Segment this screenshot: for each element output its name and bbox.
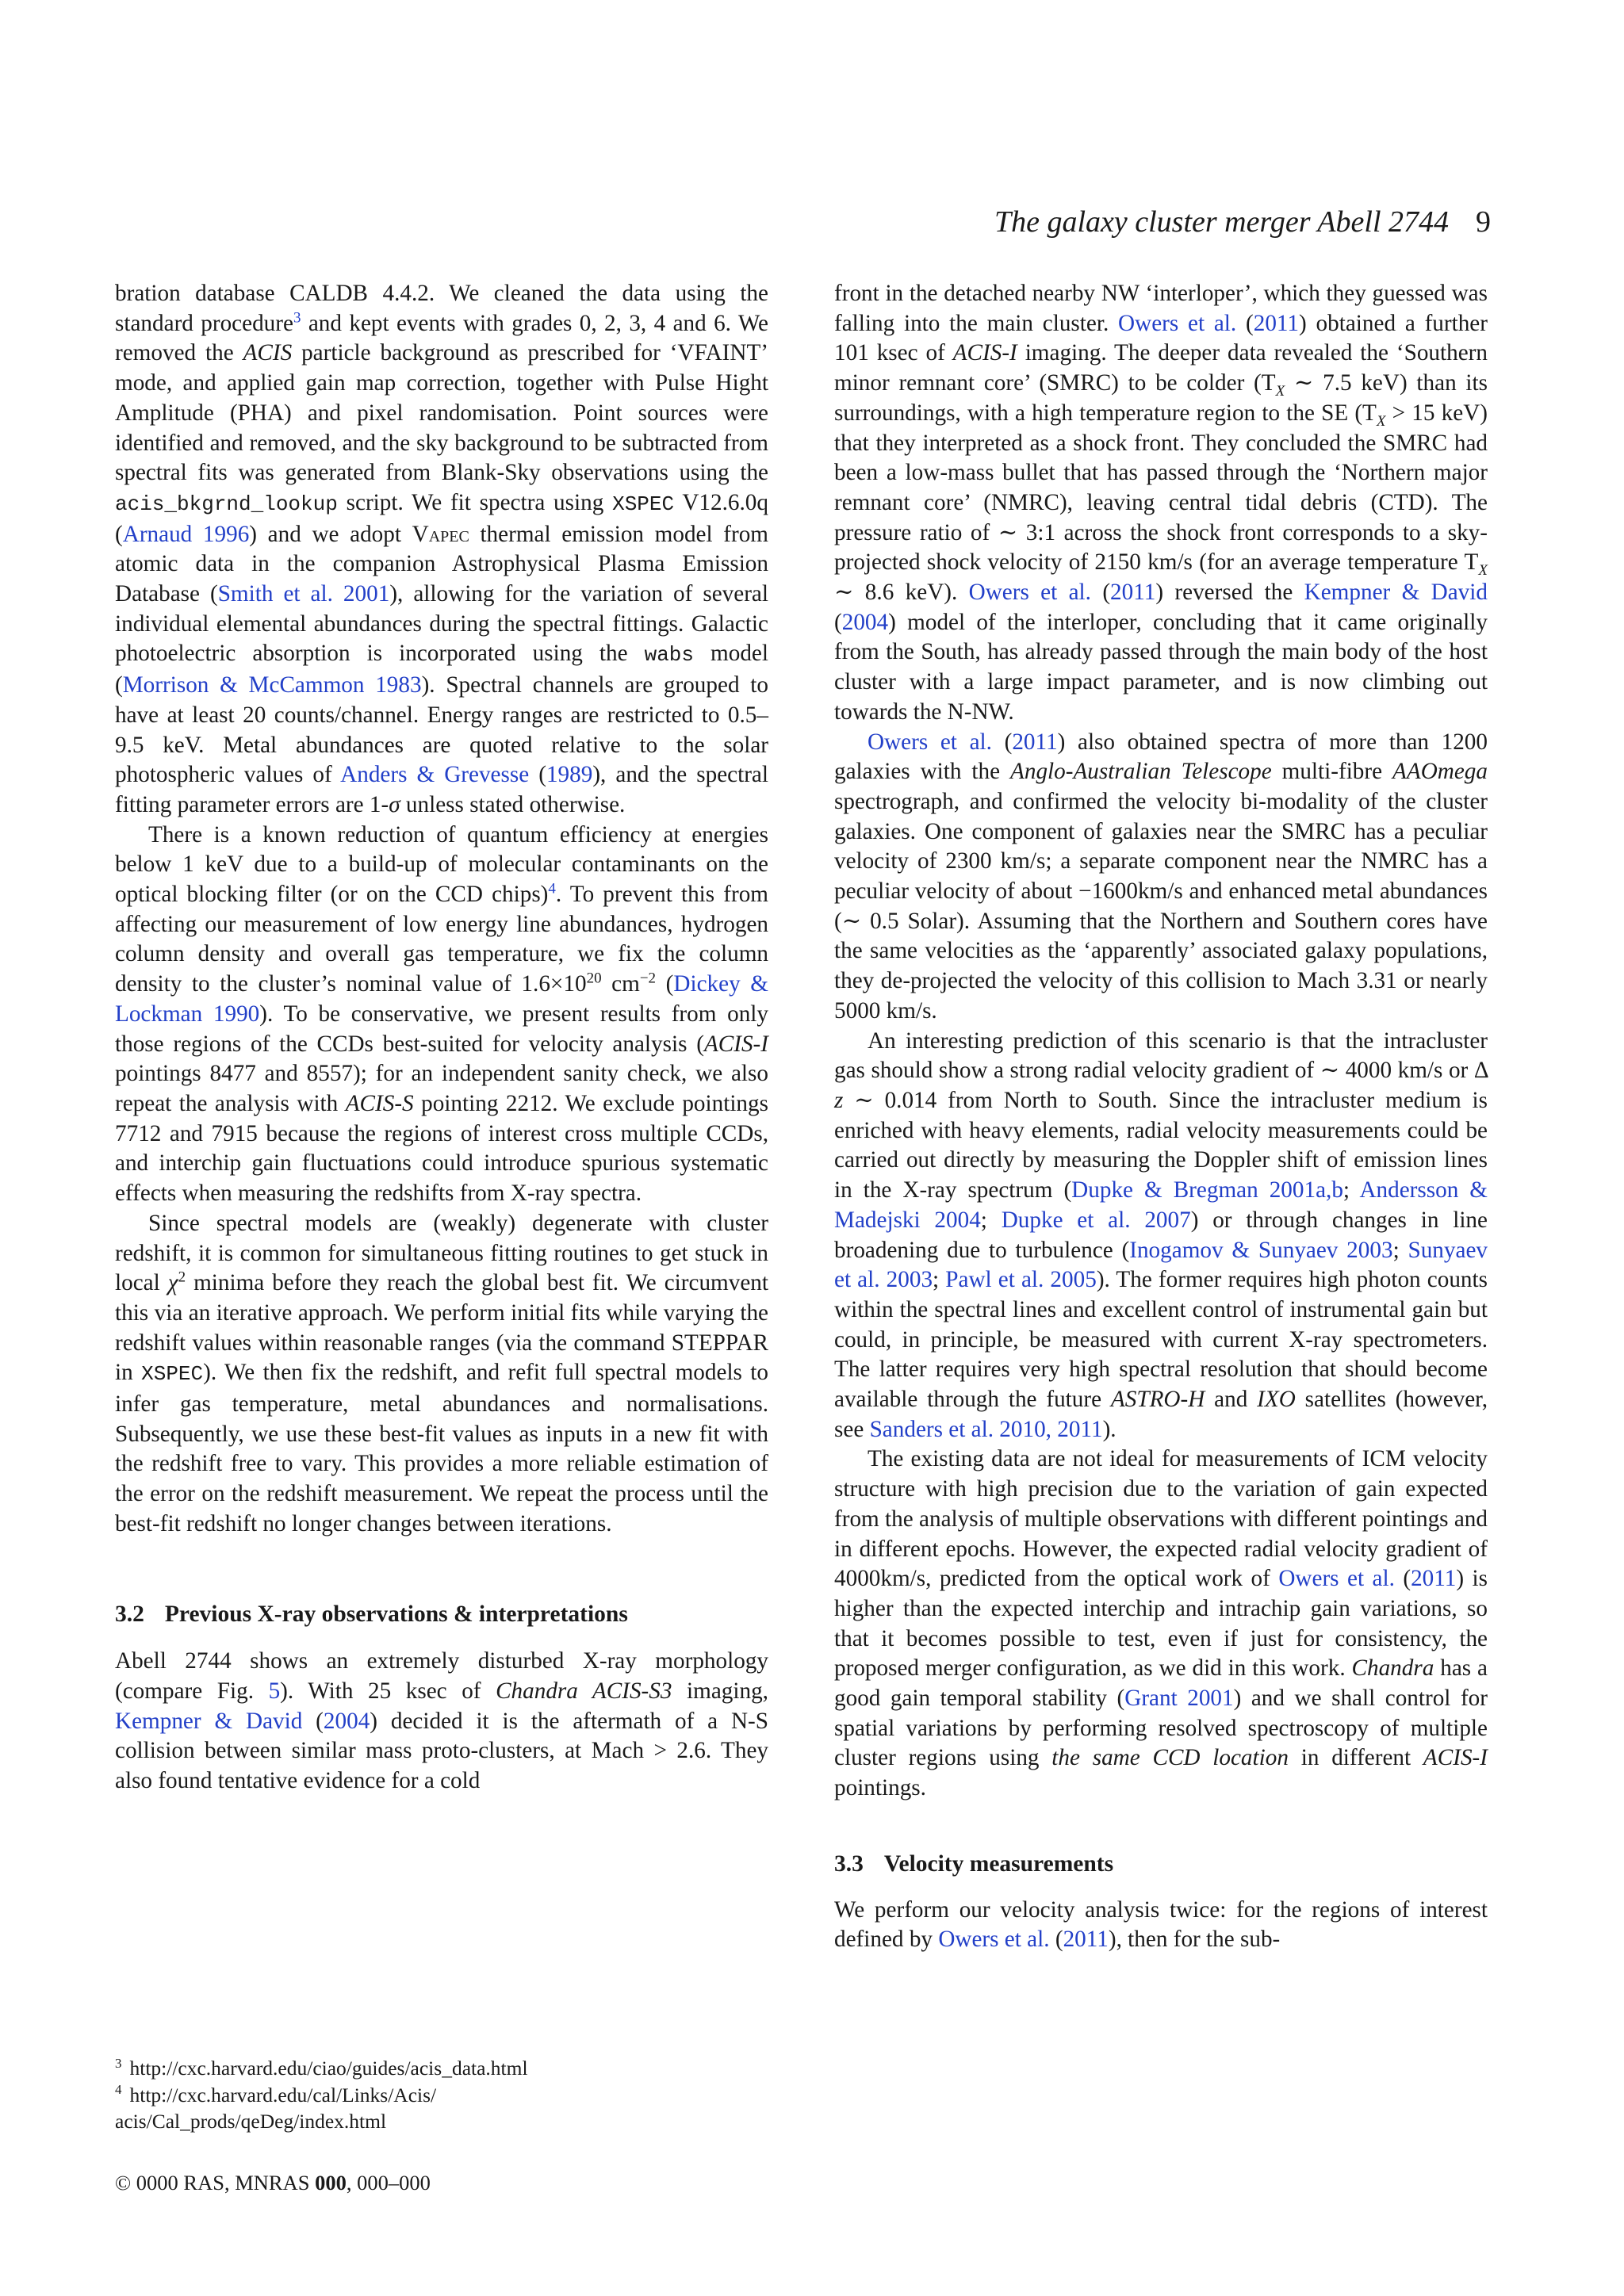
citation-link[interactable]: Owers et al. (938, 1927, 1050, 1953)
citation-link[interactable]: 2011 (1110, 580, 1156, 606)
footnote-url[interactable]: http://cxc.harvard.edu/ciao/guides/acis_data.html (129, 2057, 528, 2080)
citation-link[interactable]: 2011 (1253, 310, 1300, 336)
footnote: $^4$ http://cxc.harvard.edu/cal/Links/Acis/ (115, 2082, 437, 2107)
right-column (834, 279, 1488, 1955)
citation-link[interactable]: Owers et al. (868, 729, 992, 755)
citation-link[interactable]: Kempner & David (115, 1708, 303, 1734)
citation-link[interactable]: Arnaud 1996 (122, 521, 250, 547)
citation-link[interactable]: Kempner & David (1304, 580, 1488, 606)
footnote-continuation[interactable]: acis/Cal_prods/qeDeg/index.html (115, 2110, 387, 2133)
section-heading: 3.3 Velocity measurements (834, 1850, 1114, 1877)
footnote-ref[interactable]: 4 (548, 880, 556, 897)
paragraph: Abell 2744 shows an extremely disturbed X-ray morphology (compare Fig. 5). With 25 ksec of Chandra ACIS-S3 imaging, Kempner & David (2004) decided it is the aftermath of a N-S collision between similar mass proto-clusters, at Mach > 2.6. They also found tentative evidence for a cold (115, 1648, 768, 1794)
paragraph: front in the detached nearby NW ‘interloper’, which they guessed was falling into the main cluster. Owers et al. (2011) obtained a further 101 ksec of ACIS-I imaging. The deeper data revealed the ‘Southern minor remnant core’ (SMRC) to be colder ($T_X$ ∼ 7.5 keV) than its surroundings, with a high temperature region to the SE ($T_X > 15$ keV) that they interpreted as a shock front. They concluded the SMRC had been a low-mass bullet that has passed through the ‘Northern major remnant core’ (NMRC), leaving central tidal debris (CTD). The pressure ratio of ∼ 3:1 across the shock front corresponds to a sky-projected shock velocity of 2150 km/s (for an average temperature $T_X$ ∼ 8.6 keV). Owers et al. (2011) reversed the Kempner & David (2004) model of the interloper, concluding that it came originally from the South, has already passed through the main body of the host cluster with a large impact parameter, and is now climbing out towards the N-NW. (834, 281, 1488, 725)
paragraph: The existing data are not ideal for measurements of ICM velocity structure with high precision due to the variation of gain expected from the analysis of multiple observations with different pointings and in different epochs. However, the expected radial velocity gradient of 4000km/s, predicted from the optical work of Owers et al. (2011) is higher than the expected interchip and intrachip gain variations, so that it becomes possible to test, even if just for consistency, the proposed merger configuration, as we did in this work. Chandra has a good gain temporal stability (Grant 2001) and we shall control for spatial variations by performing resolved spectroscopy of multiple cluster regions using the same CCD location in different ACIS-I pointings. (834, 1446, 1488, 1801)
citation-link[interactable]: 1989 (546, 762, 593, 788)
citation-link[interactable]: Sunyaev et al. 2003 (834, 1237, 1488, 1293)
citation-link[interactable]: Owers et al. (1118, 310, 1237, 336)
running-title: The galaxy cluster merger Abell 2744 (994, 205, 1449, 239)
citation-link[interactable]: 2011 (1063, 1927, 1109, 1953)
citation-link[interactable]: Andersson & Madejski 2004 (834, 1177, 1488, 1233)
citation-link[interactable]: 2004 (323, 1708, 370, 1734)
paragraph: We perform our velocity analysis twice: for the regions of interest defined by Owers et al. (2011), then for the sub- (834, 1896, 1488, 1953)
footnote: $^3$ http://cxc.harvard.edu/ciao/guides/acis_data.html (115, 2055, 528, 2080)
citation-link[interactable]: Dickey & Lockman 1990 (115, 971, 768, 1027)
paragraph: Owers et al. (2011) also obtained spectra of more than 1200 galaxies with the Anglo-Australian Telescope multi-fibre AAOmega spectrograph, and confirmed the velocity bi-modality of the cluster galaxies. One component of galaxies near the SMRC has a peculiar velocity of 2300 km/s; a separate component near the NMRC has a peculiar velocity of about −1600km/s and enhanced metal abundances (∼ 0.5 Solar). Assuming that the Northern and Southern cores have the same velocities as the ‘apparently’ associated galaxy populations, they de-projected the velocity of this collision to Mach 3.31 or nearly 5000 km/s. (834, 729, 1488, 1024)
citation-link[interactable]: Grant 2001 (1124, 1686, 1234, 1712)
running-head (908, 205, 1491, 239)
footnote-url[interactable]: http://cxc.harvard.edu/cal/Links/Acis/ (129, 2083, 437, 2107)
citation-link[interactable]: Anders & Grevesse (340, 762, 530, 788)
citation-link[interactable]: Smith et al. 2001 (217, 581, 390, 607)
left-column (115, 279, 768, 1797)
section-heading: 3.2 Previous X-ray observations & interpretations (115, 1601, 628, 1627)
footnotes (115, 2055, 765, 2135)
citation-link[interactable]: Dupke et al. 2007 (1001, 1207, 1191, 1233)
paragraph: Since spectral models are (weakly) degenerate with cluster redshift, it is common for simultaneous fitting routines to get stuck in local $\chi^2$ minima before they reach the global best fit. We circumvent this via an iterative approach. We perform initial fits while varying the redshift values within reasonable ranges (via the command STEPPAR in XSPEC). We then fix the redshift, and refit full spectral models to infer gas temperature, metal abundances and normalisations. Subsequently, we use these best-fit values as inputs in a new fit with the redshift free to vary. This provides a more reliable estimation of the error on the redshift measurement. We repeat the process until the best-fit redshift no longer changes between iterations. (115, 1210, 769, 1536)
citation-link[interactable]: Inogamov & Sunyaev 2003 (1129, 1237, 1393, 1263)
copyright-icon: © (115, 2171, 132, 2195)
citation-link[interactable]: 2004 (841, 609, 889, 635)
citation-link[interactable]: Pawl et al. 2005 (945, 1267, 1097, 1293)
citation-link[interactable]: Owers et al. (968, 580, 1091, 606)
citation-link[interactable]: Sanders et al. 2010, 2011 (869, 1416, 1103, 1442)
page-number: 9 (1476, 205, 1491, 239)
paragraph: There is a known reduction of quantum efficiency at energies below 1 keV due to a build-up of molecular contaminants on the optical blocking filter (or on the CCD chips)$^4$. To prevent this from affecting our measurement of low energy line abundances, hydrogen column density and overall gas temperature, we fix the column density to the cluster’s nominal value of $1.6\times 10^{20}$ $cm^{-2}$ (Dickey & Lockman 1990). To be conservative, we present results from only those regions of the CCDs best-suited for velocity analysis (ACIS-I pointings 8477 and 8557); for an independent sanity check, we also repeat the analysis with ACIS-S pointing 2212. We exclude pointings 7712 and 7915 because the regions of interest cross multiple CCDs, and interchip gain fluctuations could introduce spurious systematic effects when measuring the redshifts from X-ray spectra. (115, 821, 768, 1207)
paragraph: An interesting prediction of this scenario is that the intracluster gas should show a strong radial velocity gradient of ∼ 4000 km/s or Δ z ∼ 0.014 from North to South. Since the intracluster medium is enriched with heavy elements, radial velocity measurements could be carried out directly by measuring the Doppler shift of emission lines in the X-ray spectrum (Dupke & Bregman 2001a,b; Andersson & Madejski 2004; Dupke et al. 2007) or through changes in line broadening due to turbulence (Inogamov & Sunyaev 2003; Sunyaev et al. 2003; Pawl et al. 2005). The former requires high photon counts within the spectral lines and excellent control of instrumental gain but could, in principle, be measured with current X-ray spectrometers. The latter requires very high spectral resolution that should become available through the future ASTRO-H and IXO satellites (however, see Sanders et al. 2010, 2011). (834, 1027, 1488, 1442)
copyright-line: © 0000 RAS, MNRAS 000, 000–000 (115, 2171, 431, 2195)
citation-link[interactable]: Dupke & Bregman 2001a,b (1071, 1177, 1343, 1203)
footnote-ref[interactable]: 3 (293, 308, 301, 326)
citation-link[interactable]: Owers et al. (1278, 1566, 1395, 1592)
figure-link[interactable]: 5 (268, 1678, 281, 1704)
citation-link[interactable]: Morrison & McCammon 1983 (122, 672, 422, 698)
paragraph: bration database CALDB 4.4.2. We cleaned the data using the standard procedure$^3$ and kept events with grades 0, 2, 3, 4 and 6. We removed the ACIS particle background as prescribed for ‘VFAINT’ mode, and applied gain map correction, together with Pulse Hight Amplitude (PHA) and pixel randomisation. Point sources were identified and removed, and the sky background to be subtracted from spectral fits was generated from Blank-Sky observations using the acis_bkgrnd_lookup script. We fit spectra using XSPEC V12.6.0q (Arnaud 1996) and we adopt Vapec thermal emission model from atomic data in the companion Astrophysical Plasma Emission Database (Smith et al. 2001), allowing for the variation of several individual elemental abundances during the spectral fittings. Galactic photoelectric absorption is incorporated using the wabs model (Morrison & McCammon 1983). Spectral channels are grouped to have at least 20 counts/channel. Energy ranges are restricted to 0.5–9.5 keV. Metal abundances are quoted relative to the solar photospheric values of Anders & Grevesse (1989), and the spectral fitting parameter errors are 1-σ unless stated otherwise. (115, 281, 769, 817)
citation-link[interactable]: 2011 (1411, 1566, 1457, 1592)
citation-link[interactable]: 2011 (1012, 729, 1058, 755)
